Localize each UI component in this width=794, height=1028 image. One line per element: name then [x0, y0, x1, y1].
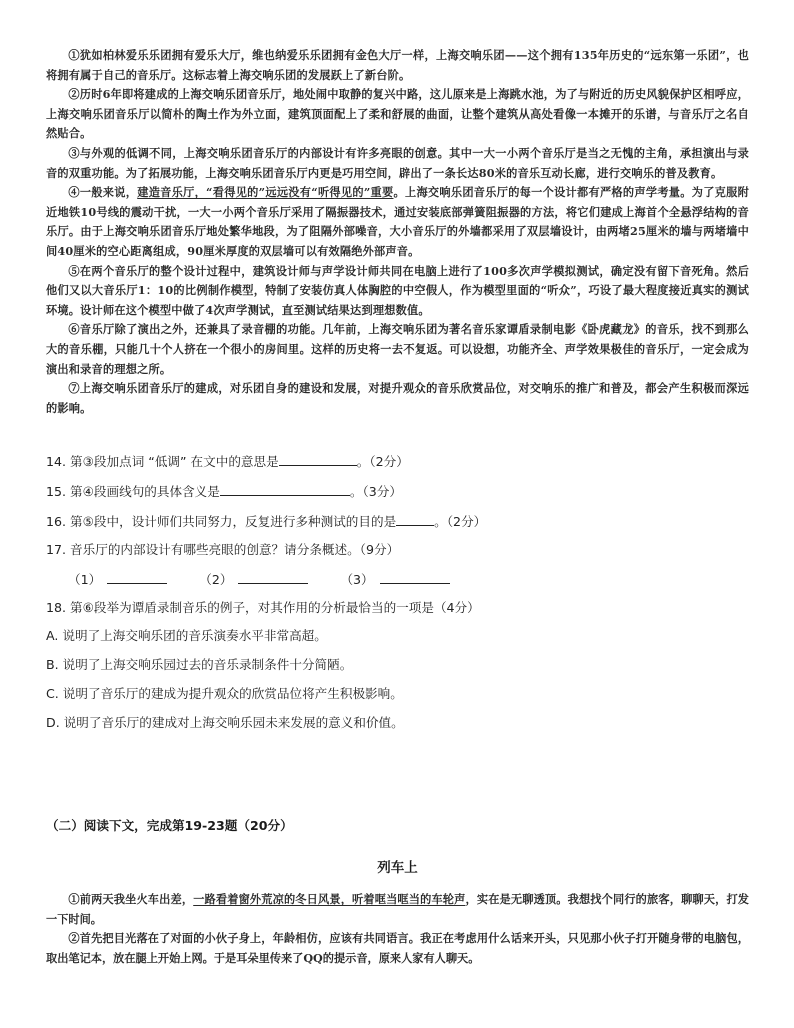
- paragraph-7: ⑦上海交响乐团音乐厅的建成，对乐团自身的建设和发展，对提升观众的音乐欣赏品位，对交响乐的推广和普及，都会产生积极而深远的影响。: [46, 381, 749, 415]
- sub-answer-3-label: （3）: [340, 572, 374, 587]
- answer-blank-17-3[interactable]: [380, 570, 450, 584]
- option-c[interactable]: C. 说明了音乐厅的建成为提升观众的欣赏品位将产生积极影响。: [46, 686, 403, 701]
- paragraph-2: ②历时6年即将建成的上海交响乐团音乐厅，地处闹中取静的复兴中路，这儿原来是上海跳水池，为了与附近的历史风貌保护区相呼应，上海交响乐团音乐厅以简朴的陶土作为外立面，建筑顶面配上了柔和舒展的曲面，让整个建筑从高处看像一本摊开的乐谱，与音乐厅之名自然贴合。: [46, 87, 749, 141]
- answer-blank-17-2[interactable]: [238, 570, 308, 584]
- question-16-points: 。（2分）: [434, 514, 487, 529]
- question-15-text: 15. 第④段画线句的具体含义是: [46, 484, 220, 499]
- paragraph-4-rest: 。上海交响乐团音乐厅的每一个设计都有严格的声学考量。为了克服附近地铁10号线的震动干扰，一大一小两个音乐厅采用了隔振器技术，通过安装底部弹簧阻振器的方法，将它们建成上海首个全悬浮结构的音乐厅。由于上海交响乐团音乐厅地处繁华地段，为了阻隔外部噪音，大小音乐厅的外墙都采用了双层墙设计，由两堵25厘米的墙与两堵墙中间40厘米的空心距离组成，90厘米厚度的双层墙可以有效隔绝外部声音。: [46, 185, 749, 258]
- question-15: [46, 482, 749, 500]
- sub-answer-1-label: （1）: [68, 572, 102, 587]
- paragraph-4: [46, 183, 749, 261]
- question-16-text: 16. 第⑤段中，设计师们共同努力，反复进行多种测试的目的是: [46, 514, 397, 529]
- underlined-sentence: 建造音乐厅，“看得见的”远远没有“听得见的”重要: [137, 185, 394, 200]
- question-17: 17. 音乐厅的内部设计有哪些亮眼的创意？请分条概述。（9分）: [46, 542, 400, 557]
- question-16: [46, 512, 749, 530]
- question-15-points: 。（3分）: [349, 484, 402, 499]
- option-a[interactable]: A. 说明了上海交响乐团的音乐演奏水平非常高超。: [46, 628, 327, 643]
- paragraph-6: ⑥音乐厅除了演出之外，还兼具了录音棚的功能。几年前，上海交响乐团为著名音乐家谭盾录制电影《卧虎藏龙》的音乐，找不到那么大的音乐棚，只能几十个人挤在一个很小的房间里。这样的历史将一去不复返。可以设想，功能齐全、声学效果极佳的音乐厅，一定会成为演出和录音的理想之所。: [46, 322, 749, 376]
- section2-paragraph-2: ②首先把目光落在了对面的小伙子身上，年龄相仿，应该有共同语言。我正在考虑用什么话来开头，只见那小伙子打开随身带的电脑包，取出笔记本，放在腿上开始上网。于是耳朵里传来了QQ的提示音，原来人家有人聊天。: [46, 931, 749, 965]
- question-14-points: 。（2分）: [356, 454, 409, 469]
- sub-answer-3: [340, 570, 449, 588]
- answer-blank-16[interactable]: [396, 512, 434, 526]
- option-d[interactable]: D. 说明了音乐厅的建成对上海交响乐园未来发展的意义和价值。: [46, 715, 404, 730]
- paragraph-1: ①犹如柏林爱乐乐团拥有爱乐大厅，维也纳爱乐乐团拥有金色大厅一样，上海交响乐团——这个拥有135年历史的“远东第一乐团”，也将拥有属于自己的音乐厅。这标志着上海交响乐团的发展跃上了新台阶。: [46, 48, 749, 82]
- passage-title: 列车上: [377, 860, 418, 876]
- paragraph-4-lead: ④一般来说，: [68, 185, 138, 200]
- question-14-text: 14. 第③段加点词 “低调” 在文中的意思是: [46, 454, 279, 469]
- section2-paragraph-1: [46, 890, 749, 929]
- reading-section-2: [46, 815, 749, 968]
- question-18: 18. 第⑥段举为谭盾录制音乐的例子，对其作用的分析最恰当的一项是（4分）: [46, 600, 480, 615]
- option-b[interactable]: B. 说明了上海交响乐园过去的音乐录制条件十分简陋。: [46, 657, 353, 672]
- answer-blank-14[interactable]: [279, 452, 357, 466]
- question-17-subanswers: [46, 570, 749, 588]
- paragraph-5: ⑤在两个音乐厅的整个设计过程中，建筑设计师与声学设计师共同在电脑上进行了100多次声学模拟测试，确定没有留下音死角。然后他们又以大音乐厅1：10的比例制作模型，特制了安装仿真人体胸腔的中空假人，作为模型里面的“听众”，巧设了最大程度接近真实的测试环境。设计师在这个模型中做了4次声学测试，直至测试结果达到理想数值。: [46, 263, 749, 317]
- reading-passage: [46, 46, 749, 418]
- sub-answer-2: [199, 570, 308, 588]
- sub-answer-2-label: （2）: [199, 572, 233, 587]
- sub-answer-1: [68, 570, 167, 588]
- paragraph-3: ③与外观的低调不同，上海交响乐团音乐厅的内部设计有许多亮眼的创意。其中一大一小两个音乐厅是当之无愧的主角，承担演出与录音的双重功能。为了拓展功能，上海交响乐团音乐厅内更是巧用空间，辟出了一条长达80米的音乐互动长廊，进行交响乐的普及教育。: [46, 145, 749, 180]
- section2-underlined-sentence: 一路看着窗外荒凉的冬日风景，听着哐当哐当的车轮声: [193, 892, 466, 906]
- answer-blank-15[interactable]: [220, 482, 350, 496]
- section-heading: （二）阅读下文，完成第19-23题（20分）: [46, 818, 293, 833]
- section2-p1-rest: ，实在是无聊透顶。我想找个同行的旅客，聊聊天，打发一下时间。: [46, 892, 749, 926]
- answer-blank-17-1[interactable]: [107, 570, 167, 584]
- question-list: [46, 452, 749, 744]
- question-14: [46, 452, 749, 470]
- section2-p1-lead: ①前两天我坐火车出差，: [68, 892, 194, 906]
